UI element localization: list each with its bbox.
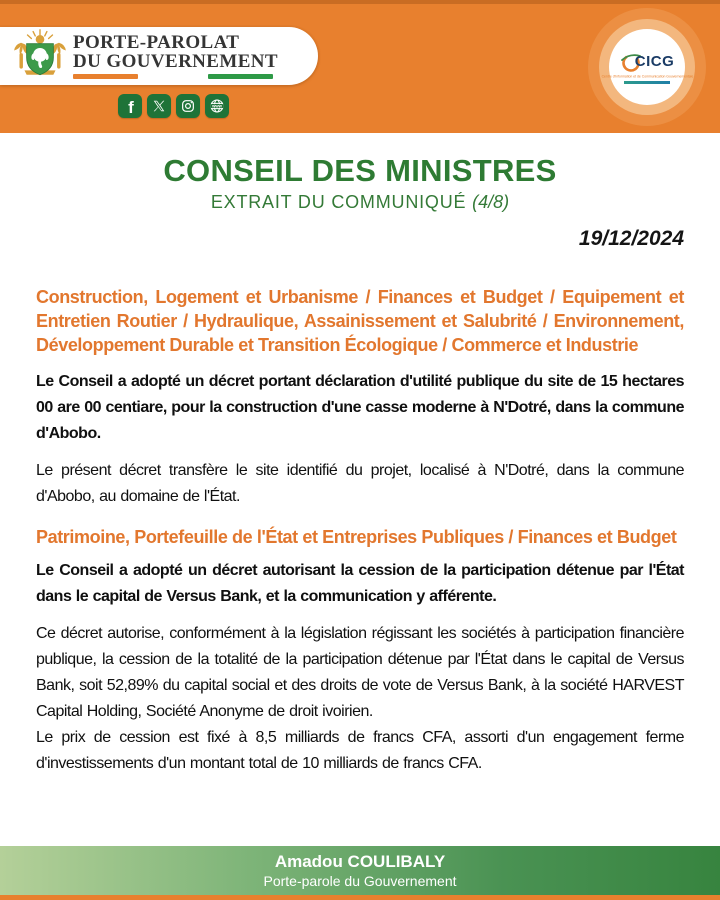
cicg-logo: [601, 29, 693, 105]
decree-2-detail-line-1: Ce décret autorise, conformément à la législation régissant les sociétés à participation financière publique, la cession de la totalité de la participation détenue par l'État dans le capital de Versus Bank, soit 52,89% du capital social et des droits de vote de Versus Bank, à la société HARVEST Capital Holding, Société Anonyme de droit ivoirien.: [36, 625, 684, 720]
page-title: CONSEIL DES MINISTRES: [163, 153, 557, 188]
communique-body: [0, 154, 720, 777]
issue-number: (4/8): [472, 192, 510, 212]
top-accent-strip: [0, 0, 720, 4]
spokesperson-role: Porte-parole du Gouvernement: [263, 872, 457, 889]
brand-line-1: PORTE-PAROLAT: [73, 32, 240, 53]
brand-line-2: DU GOUVERNEMENT: [73, 51, 278, 72]
header-band: [0, 0, 720, 133]
communique-date: 19/12/2024: [578, 227, 684, 250]
cote-divoire-coat-of-arms-icon: [14, 29, 66, 84]
facebook-icon[interactable]: f: [118, 94, 142, 118]
flag-bar-green: [208, 74, 273, 79]
paragraph-decree-2: Le Conseil a adopté un décret autorisant la cession de la participation détenue par l'État dans le capital de Versus Bank, et la communication y afférente.: [36, 562, 684, 605]
decree-2-detail-line-2: Le prix de cession est fixé à 8,5 milliards de francs CFA, assorti d'un engagement ferme d'investissements d'un montant total de 10 milliards de francs CFA.: [36, 729, 684, 772]
cicg-wordmark: CICG: [634, 53, 675, 70]
page-subtitle: [36, 191, 684, 213]
paragraph-decree-1-detail: Le présent décret transfère le site identifié du projet, localisé à N'Dotré, dans la commune d'Abobo, au domaine de l'État.: [36, 462, 684, 505]
cicg-underline-bar: [624, 81, 670, 84]
social-links: [118, 94, 229, 118]
flag-bar-orange: [73, 74, 138, 79]
section-heading-ministries-2: Patrimoine, Portefeuille de l'État et Entreprises Publiques / Finances et Budget: [36, 527, 677, 547]
paragraph-decree-1: Le Conseil a adopté un décret portant déclaration d'utilité publique du site de 15 hectares 00 are 00 centiare, pour la construction d'une casse moderne à N'Dotré, dans la commune d'Abobo.: [36, 373, 684, 442]
brand-title: [73, 33, 278, 79]
footer-signature-bar: [0, 846, 720, 895]
subtitle-text: EXTRAIT DU COMMUNIQUÉ: [210, 192, 467, 212]
www-label: www: [212, 103, 222, 109]
instagram-icon[interactable]: [176, 94, 200, 118]
spokesperson-name: Amadou COULIBALY: [274, 851, 446, 871]
section-heading-ministries-1: Construction, Logement et Urbanisme / Finances et Budget / Equipement et Entretien Routier / Hydraulique, Assainissement et Salubrité / Environnement, Développement Durable et Transition Écologique / Commerce et Industrie: [36, 287, 684, 355]
bottom-accent-strip: [0, 895, 720, 900]
flag-underline: [73, 74, 273, 79]
government-spokesperson-banner: [0, 27, 318, 85]
cicg-tagline: Centre d'Information et de Communication Gouvernementale: [601, 74, 693, 79]
website-globe-icon[interactable]: [205, 94, 229, 118]
paragraph-decree-2-detail: [36, 621, 684, 777]
x-twitter-icon[interactable]: [147, 94, 171, 118]
